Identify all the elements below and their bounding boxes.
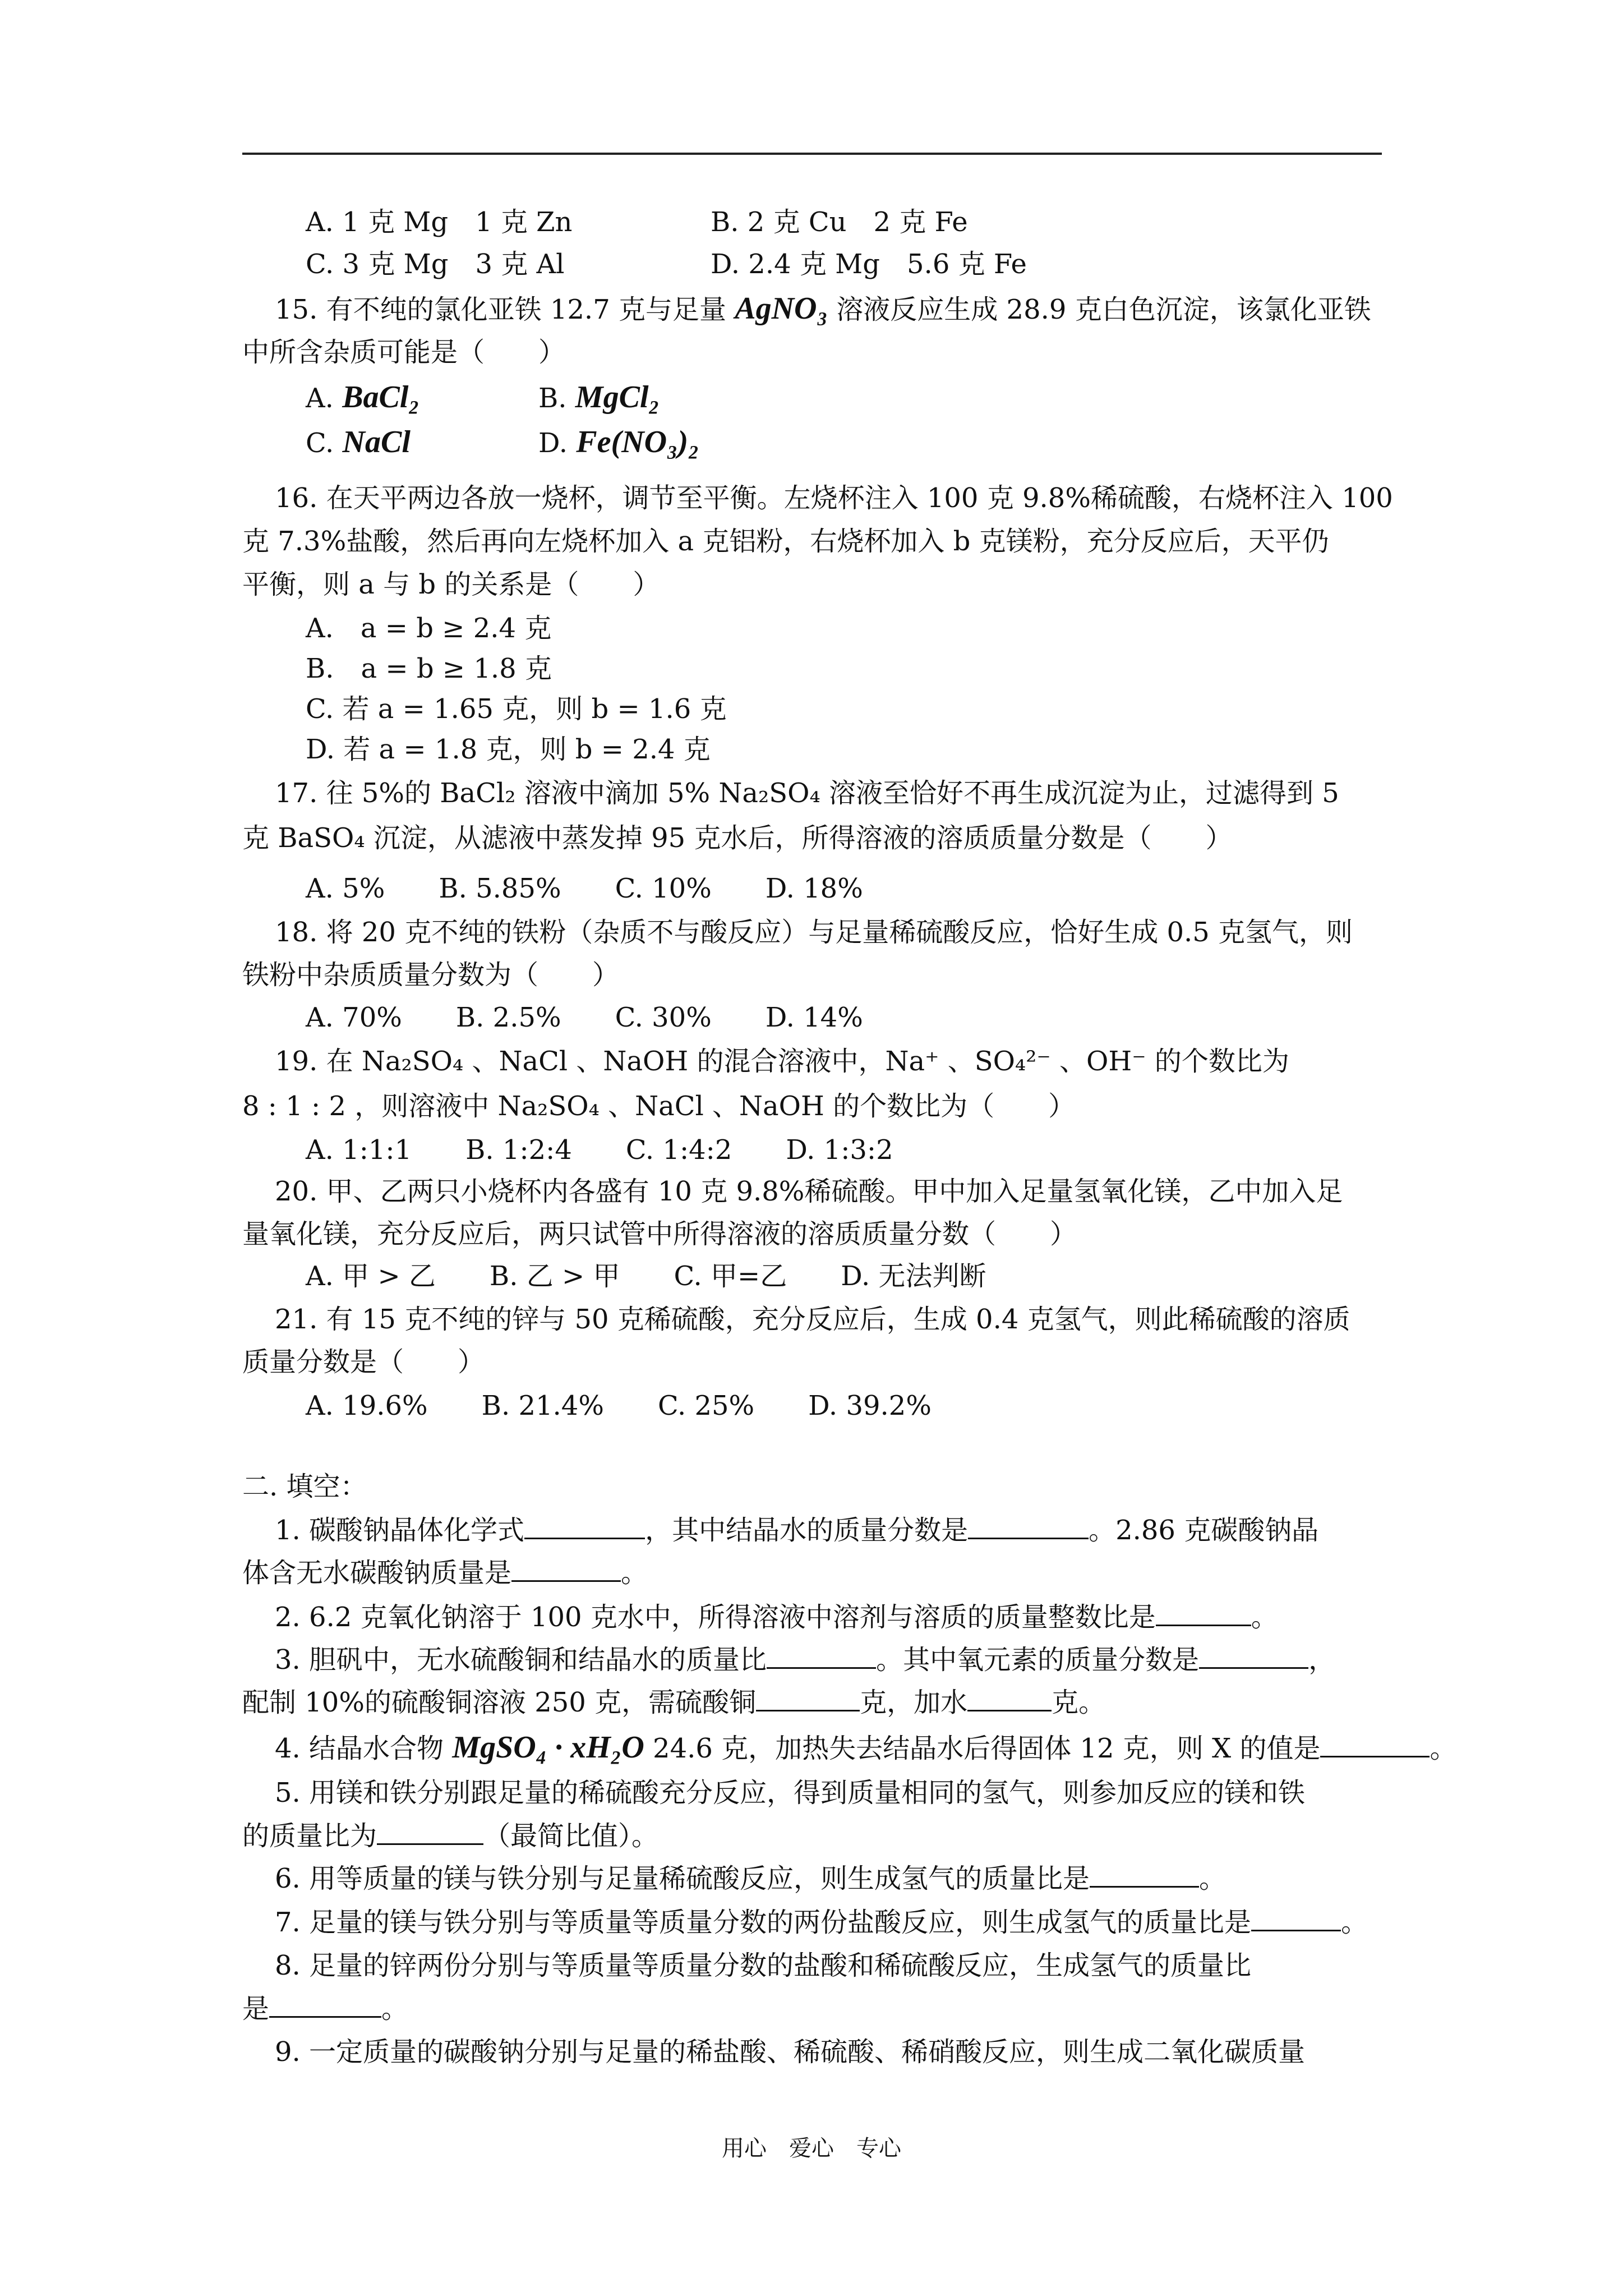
q19-options: A. 1:1:1 B. 1:2:4 C. 1:4:2 D. 1:3:2 — [306, 1134, 893, 1166]
fill-7: 7. 足量的镁与铁分别与等质量等质量分数的两份盐酸反应，则生成氢气的质量比是 。 — [275, 1905, 1368, 1939]
fill-2-blank[interactable] — [1156, 1600, 1251, 1626]
q17-options: A. 5% B. 5.85% C. 10% D. 18% — [306, 873, 863, 904]
fill-3-blank-4[interactable] — [967, 1685, 1052, 1711]
q18-stem-line1: 18. 将 20 克不纯的铁粉（杂质不与酸反应）与足量稀硫酸反应，恰好生成 0.5 克氢气，则 — [275, 917, 1353, 948]
q16-option-a: A. a = b ≥ 2.4 克 — [306, 613, 552, 644]
q21-options: A. 19.6% B. 21.4% C. 25% D. 39.2% — [306, 1390, 932, 1421]
fill-6-blank[interactable] — [1090, 1861, 1199, 1888]
q21-stem-line1: 21. 有 15 克不纯的锌与 50 克稀硫酸，充分反应后，生成 0.4 克氢气，则此稀硫酸的溶质 — [275, 1304, 1350, 1335]
q15-option-b: B. MgCl₂ — [538, 380, 660, 415]
fill-8-blank[interactable] — [269, 1991, 381, 2018]
q15-option-d: D. Fe(NO₃)₂ — [538, 425, 699, 459]
fill-6: 6. 用等质量的镁与铁分别与足量稀硫酸反应，则生成氢气的质量比是 。 — [275, 1861, 1226, 1895]
fill-8-line1: 8. 足量的锌两份分别与等质量等质量分数的盐酸和稀硫酸反应，生成氢气的质量比 — [275, 1950, 1252, 1981]
fill-5-line2: 的质量比为 （最简比值）。 — [242, 1819, 658, 1853]
fill-2: 2. 6.2 克氧化钠溶于 100 克水中，所得溶液中溶剂与溶质的质量整数比是 。 — [275, 1600, 1278, 1634]
q15-option-c: C. NaCl — [306, 425, 411, 459]
page-footer: 用心 爱心 专心 — [722, 2136, 901, 2161]
fill-7-blank[interactable] — [1251, 1905, 1341, 1931]
q18-options: A. 70% B. 2.5% C. 30% D. 14% — [306, 1002, 863, 1033]
fill-9-line1: 9. 一定质量的碳酸钠分别与足量的稀盐酸、稀硫酸、稀硝酸反应，则生成二氧化碳质量 — [275, 2036, 1306, 2068]
q16-stem-line1: 16. 在天平两边各放一烧杯，调节至平衡。左烧杯注入 100 克 9.8%稀硫酸，右烧杯注入 100 — [275, 482, 1393, 514]
fill-4: 4. 结晶水合物 MgSO₄ · xH₂O 24.6 克，加热失去结晶水后得固体 12 克，则 X 的值是 。 — [275, 1730, 1457, 1765]
q16-stem-line3: 平衡，则 a 与 b 的关系是（ ） — [242, 569, 660, 600]
fill-8-line2: 是 。 — [242, 1991, 408, 2026]
fill-1-blank-3[interactable] — [511, 1556, 621, 1582]
q21-stem-line2: 质量分数是（ ） — [242, 1346, 485, 1378]
fill-3-blank-1[interactable] — [767, 1642, 876, 1669]
fill-1-line2: 体含无水碳酸钠质量是 。 — [242, 1556, 648, 1590]
q19-stem-line1: 19. 在 Na₂SO₄ 、NaCl 、NaOH 的混合溶液中，Na⁺ 、SO₄²⁻ 、OH⁻ 的个数比为 — [275, 1046, 1289, 1077]
q19-stem-line2: 8 : 1 : 2 ，则溶液中 Na₂SO₄ 、NaCl 、NaOH 的个数比为（ ） — [242, 1091, 1076, 1122]
fill-1-blank-1[interactable] — [524, 1513, 645, 1539]
q17-stem-line1: 17. 往 5%的 BaCl₂ 溶液中滴加 5% Na₂SO₄ 溶液至恰好不再生成沉淀为止，过滤得到 5 — [275, 777, 1339, 809]
q15-stem-line1: 15. 有不纯的氯化亚铁 12.7 克与足量 AgNO₃ 溶液反应生成 28.9 克白色沉淀，该氯化亚铁 — [275, 291, 1371, 326]
q18-stem-line2: 铁粉中杂质质量分数为（ ） — [242, 959, 620, 991]
q16-stem-line2: 克 7.3%盐酸，然后再向左烧杯加入 a 克铝粉，右烧杯加入 b 克镁粉，充分反应后，天平仍 — [242, 526, 1329, 557]
q20-stem-line2: 量氧化镁，充分反应后，两只试管中所得溶液的溶质质量分数（ ） — [242, 1218, 1077, 1250]
q15-option-a: A. BaCl₂ — [306, 380, 419, 415]
q20-stem-line1: 20. 甲、乙两只小烧杯内各盛有 10 克 9.8%稀硫酸。甲中加入足量氢氧化镁，乙中加入足 — [275, 1176, 1343, 1207]
q17-stem-line2: 克 BaSO₄ 沉淀，从滤液中蒸发掉 95 克水后，所得溶液的溶质质量分数是（ ） — [242, 822, 1233, 854]
q14-option-b: B. 2 克 Cu 2 克 Fe — [711, 206, 968, 238]
q14-option-a: A. 1 克 Mg 1 克 Zn — [306, 206, 573, 238]
q16-option-b: B. a = b ≥ 1.8 克 — [306, 653, 552, 684]
fill-3-line1: 3. 胆矾中，无水硫酸铜和结晶水的质量比 。其中氧元素的质量分数是 ， — [275, 1642, 1335, 1677]
fill-1-blank-2[interactable] — [968, 1513, 1089, 1539]
section-2-heading: 二. 填空： — [242, 1471, 367, 1502]
q15-stem-line2: 中所含杂质可能是（ ） — [242, 337, 566, 368]
fill-4-formula: MgSO₄ · xH₂O — [452, 1730, 644, 1765]
fill-3-blank-2[interactable] — [1199, 1642, 1308, 1669]
fill-4-blank[interactable] — [1320, 1731, 1430, 1757]
q14-option-c: C. 3 克 Mg 3 克 Al — [306, 249, 565, 280]
fill-1-line1: 1. 碳酸钠晶体化学式 ，其中结晶水的质量分数是 。2.86 克碳酸钠晶 — [275, 1513, 1318, 1547]
fill-3-line2: 配制 10%的硫酸铜溶液 250 克，需硫酸铜 克，加水 克。 — [242, 1685, 1105, 1719]
q14-option-d: D. 2.4 克 Mg 5.6 克 Fe — [711, 249, 1027, 280]
q20-options: A. 甲 > 乙 B. 乙 > 甲 C. 甲=乙 D. 无法判断 — [306, 1260, 986, 1292]
q16-option-c: C. 若 a = 1.65 克，则 b = 1.6 克 — [306, 693, 727, 725]
fill-5-line1: 5. 用镁和铁分别跟足量的稀硫酸充分反应，得到质量相同的氢气，则参加反应的镁和铁 — [275, 1777, 1306, 1809]
q15-formula: AgNO₃ — [735, 291, 828, 326]
q16-option-d: D. 若 a = 1.8 克，则 b = 2.4 克 — [306, 734, 711, 765]
fill-5-blank[interactable] — [377, 1819, 483, 1845]
header-rule — [242, 153, 1382, 155]
fill-3-blank-3[interactable] — [756, 1685, 860, 1711]
